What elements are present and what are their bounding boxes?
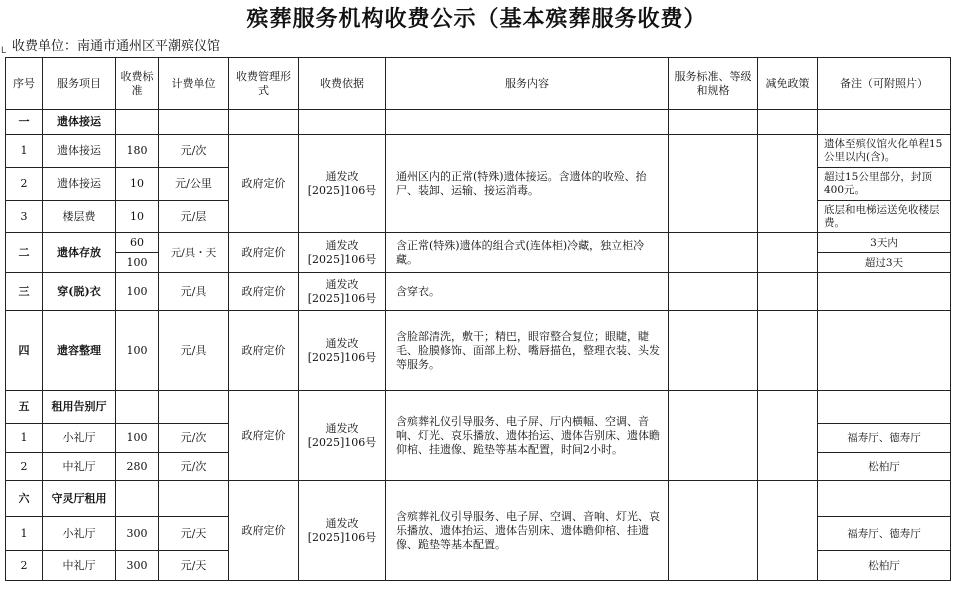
corner-mark: L <box>1 46 7 56</box>
row-item: 中礼厅 <box>43 551 116 581</box>
section-no: 五 <box>6 391 43 424</box>
row-unit: 元/具 <box>159 311 229 391</box>
row-item: 小礼厅 <box>43 517 116 551</box>
row-content: 通州区内的正常(特殊)遗体接运。含遗体的收殓、抬尸、装卸、运输、接运消毒。 <box>386 135 669 233</box>
header-content: 服务内容 <box>386 58 669 110</box>
row-policy <box>758 135 818 233</box>
section-name: 遗体存放 <box>43 233 116 273</box>
row-std: 100 <box>116 311 159 391</box>
row-std: 10 <box>116 168 159 201</box>
section-no: 六 <box>6 481 43 517</box>
row-item: 中礼厅 <box>43 453 116 481</box>
row-unit: 元/次 <box>159 135 229 168</box>
row-no: 1 <box>6 135 43 168</box>
header-no: 序号 <box>6 58 43 110</box>
row-std: 180 <box>116 135 159 168</box>
row-no: 1 <box>6 424 43 453</box>
row-unit: 元/天 <box>159 517 229 551</box>
table-row <box>6 273 951 311</box>
row-remark: 福寿厅、德寿厅 <box>818 517 951 551</box>
row-std: 300 <box>116 517 159 551</box>
row-std: 10 <box>116 201 159 233</box>
row-std: 100 <box>116 253 159 273</box>
row-remark: 底层和电梯运送免收楼层费。 <box>818 201 951 233</box>
row-remark: 遗体至殡仪馆火化单程15公里以内(含)。 <box>818 135 951 168</box>
row-std: 100 <box>116 273 159 311</box>
row-basis: 通发改[2025]106号 <box>299 273 386 311</box>
header-unit: 计费单位 <box>159 58 229 110</box>
row-mgmt: 政府定价 <box>229 273 299 311</box>
section-row <box>6 110 951 135</box>
row-mgmt: 政府定价 <box>229 481 299 581</box>
header-std: 收费标准 <box>116 58 159 110</box>
row-mgmt: 政府定价 <box>229 311 299 391</box>
row-level <box>669 233 758 273</box>
fee-table <box>5 57 951 581</box>
table-row <box>6 135 951 168</box>
row-remark: 3天内 <box>818 233 951 253</box>
row-policy <box>758 391 818 481</box>
section-no: 二 <box>6 233 43 273</box>
row-no: 1 <box>6 517 43 551</box>
row-content: 含脸部清洗，敷干；精巴，眼帘整合复位；眼睫，睫毛、脸膜修饰、面部上粉、嘴唇描色，整理衣装、头发等服务。 <box>386 311 669 391</box>
row-unit: 元/公里 <box>159 168 229 201</box>
row-remark: 福寿厅、德寿厅 <box>818 424 951 453</box>
table-row <box>6 233 951 253</box>
row-level <box>669 391 758 481</box>
row-level <box>669 481 758 581</box>
header-level: 服务标准、等级和规格 <box>669 58 758 110</box>
row-unit: 元/层 <box>159 201 229 233</box>
row-unit: 元/具・天 <box>159 233 229 273</box>
row-level <box>669 135 758 233</box>
row-item: 小礼厅 <box>43 424 116 453</box>
row-content: 含穿衣。 <box>386 273 669 311</box>
row-item: 楼层费 <box>43 201 116 233</box>
header-remark: 备注（可附照片） <box>818 58 951 110</box>
row-content: 含殡葬礼仪引导服务、电子屏、厅内横幅、空调、音响、灯光、哀乐播放、遗体抬运、遗体告别床、遗体瞻仰棺、挂遗像、跪垫等基本配置，时间2小时。 <box>386 391 669 481</box>
header-policy: 减免政策 <box>758 58 818 110</box>
table-row <box>6 311 951 391</box>
row-content: 含殡葬礼仪引导服务、电子屏、空调、音响、灯光、哀乐播放、遗体抬运、遗体告别床、遗体瞻仰棺、挂遗像、跪垫等基本配置。 <box>386 481 669 581</box>
row-no: 2 <box>6 551 43 581</box>
row-basis: 通发改[2025]106号 <box>299 311 386 391</box>
row-no: 2 <box>6 168 43 201</box>
row-remark: 松柏厅 <box>818 453 951 481</box>
section-no: 三 <box>6 273 43 311</box>
row-unit: 元/具 <box>159 273 229 311</box>
row-basis: 通发改[2025]106号 <box>299 391 386 481</box>
row-std: 280 <box>116 453 159 481</box>
header-basis: 收费依据 <box>299 58 386 110</box>
header-mgmt: 收费管理形式 <box>229 58 299 110</box>
row-mgmt: 政府定价 <box>229 233 299 273</box>
section-row <box>6 391 951 424</box>
row-remark: 松柏厅 <box>818 551 951 581</box>
row-basis: 通发改[2025]106号 <box>299 233 386 273</box>
section-name: 租用告别厅 <box>43 391 116 424</box>
row-content: 含正常(特殊)遗体的组合式(连体柜)冷藏，独立柜冷藏。 <box>386 233 669 273</box>
row-unit: 元/天 <box>159 551 229 581</box>
row-policy <box>758 481 818 581</box>
row-item: 遗体接运 <box>43 168 116 201</box>
row-unit: 元/次 <box>159 424 229 453</box>
header-item: 服务项目 <box>43 58 116 110</box>
row-basis: 通发改[2025]106号 <box>299 481 386 581</box>
row-item: 遗体接运 <box>43 135 116 168</box>
section-row <box>6 481 951 517</box>
section-no: 一 <box>6 110 43 135</box>
section-name: 守灵厅租用 <box>43 481 116 517</box>
row-no: 3 <box>6 201 43 233</box>
row-unit: 元/次 <box>159 453 229 481</box>
row-mgmt: 政府定价 <box>229 391 299 481</box>
row-remark: 超过3天 <box>818 253 951 273</box>
row-no: 2 <box>6 453 43 481</box>
row-std: 60 <box>116 233 159 253</box>
row-basis: 通发改[2025]106号 <box>299 135 386 233</box>
section-name: 穿(脱)衣 <box>43 273 116 311</box>
row-std: 300 <box>116 551 159 581</box>
row-remark: 超过15公里部分，封顶400元。 <box>818 168 951 201</box>
page-title: 殡葬服务机构收费公示（基本殡葬服务收费） <box>246 6 707 32</box>
row-mgmt: 政府定价 <box>229 135 299 233</box>
section-name: 遗容整理 <box>43 311 116 391</box>
section-no: 四 <box>6 311 43 391</box>
row-policy <box>758 233 818 273</box>
row-std: 100 <box>116 424 159 453</box>
charging-unit: 收费单位：南通市通州区平潮殡仪馆 <box>12 39 221 54</box>
section-name: 遗体接运 <box>43 110 116 135</box>
